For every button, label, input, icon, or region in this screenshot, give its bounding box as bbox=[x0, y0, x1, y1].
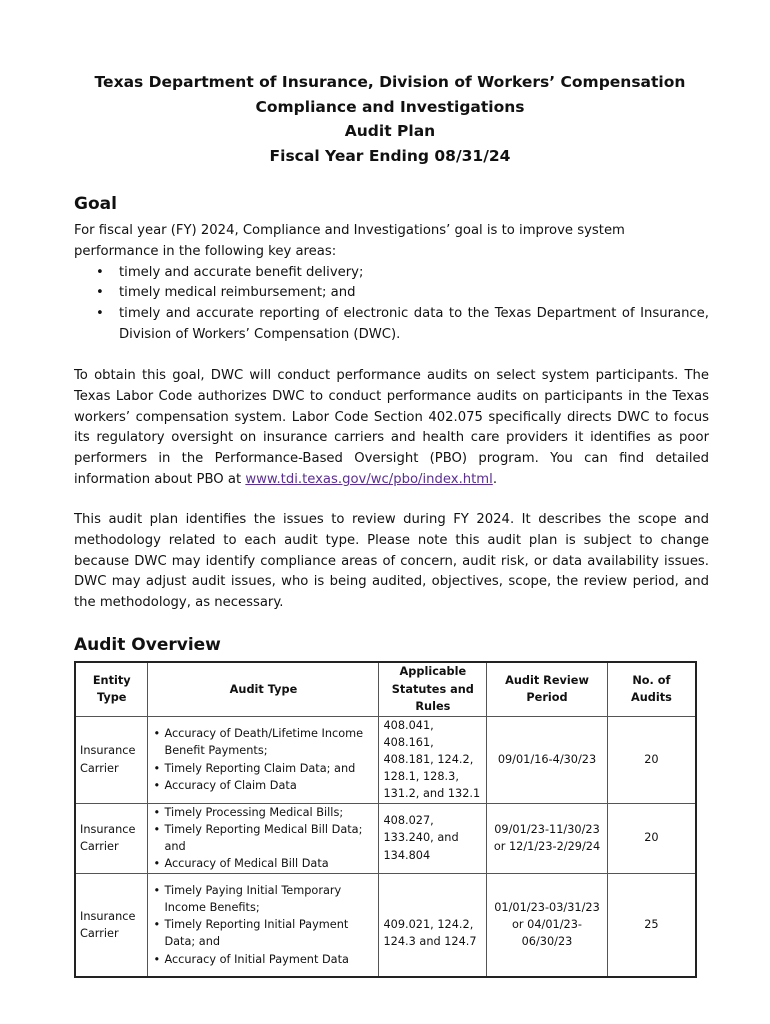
title-line-division: Compliance and Investigations bbox=[255, 97, 525, 116]
audit-type-cell bbox=[148, 716, 379, 803]
title-line-fiscal-year: Fiscal Year Ending 08/31/24 bbox=[269, 146, 511, 165]
audit-type-cell bbox=[148, 803, 379, 873]
audit-type-item: • Timely Processing Medical Bills; bbox=[152, 804, 374, 821]
audit-count-cell: 25 bbox=[607, 873, 696, 977]
audit-type-list bbox=[152, 725, 374, 794]
statutes-cell: 409.021, 124.2, 124.3 and 124.7 bbox=[379, 873, 487, 977]
audit-type-item: • Accuracy of Initial Payment Data bbox=[152, 951, 374, 968]
pbo-paragraph-text: To obtain this goal, DWC will conduct performance audits on select system participants. The Texas Labor Code authorizes DWC to conduct performance audits on participants in the Texas workers’ compensation system. Labor Code Section 402.075 specifically directs DWC to focus its regulatory oversight on insurance carriers and health care providers it identifies as poor performers in the Performance-Based Oversight (PBO) program. You can find detailed information about PBO at bbox=[74, 368, 709, 487]
audit-count-cell: 20 bbox=[607, 716, 696, 803]
title-line-agency: Texas Department of Insurance, Division of Workers’ Compensation bbox=[94, 73, 686, 91]
pbo-paragraph bbox=[74, 366, 709, 491]
table-header-row bbox=[75, 662, 696, 716]
goal-intro-section bbox=[74, 221, 709, 346]
title-line-plan: Audit Plan bbox=[344, 122, 436, 140]
review-period-cell: 09/01/23-11/30/23 or 12/1/23-2/29/24 bbox=[487, 803, 608, 873]
audit-overview-table bbox=[74, 661, 697, 978]
audit-type-item: • Accuracy of Death/Lifetime Income Benefit Payments; bbox=[152, 725, 374, 759]
goal-bullet: • timely medical reimbursement; and bbox=[74, 283, 709, 304]
table-row bbox=[75, 716, 696, 803]
column-header-audit-count: No. of Audits bbox=[607, 662, 696, 716]
review-period-cell: 01/01/23-03/31/23 or 04/01/23-06/30/23 bbox=[487, 873, 608, 977]
column-header-audit-type: Audit Type bbox=[148, 662, 379, 716]
entity-type-cell: Insurance Carrier bbox=[75, 803, 148, 873]
column-header-entity-type: Entity Type bbox=[75, 662, 148, 716]
entity-type-cell: Insurance Carrier bbox=[75, 873, 148, 977]
table-row bbox=[75, 803, 696, 873]
audit-count-cell: 20 bbox=[607, 803, 696, 873]
table-row bbox=[75, 873, 696, 977]
column-header-review-period: Audit Review Period bbox=[487, 662, 608, 716]
audit-type-item: • Timely Reporting Medical Bill Data; and bbox=[152, 821, 374, 855]
audit-plan-paragraph: This audit plan identifies the issues to review during FY 2024. It describes the scope and methodology related to each audit type. Please note this audit plan is subject to change because DWC may identify compliance areas of concern, audit risk, or data availability issues. DWC may adjust audit issues, who is being audited, objectives, scope, the review period, and the methodology, as necessary. bbox=[74, 512, 709, 611]
audit-type-cell bbox=[148, 873, 379, 977]
entity-type-cell: Insurance Carrier bbox=[75, 716, 148, 803]
goal-bullet: • timely and accurate reporting of electronic data to the Texas Department of Insurance, Division of Workers’ Compensation (DWC). bbox=[74, 304, 709, 346]
audit-type-list bbox=[152, 804, 374, 873]
audit-type-item: • Accuracy of Claim Data bbox=[152, 777, 374, 794]
pbo-paragraph-end: . bbox=[492, 471, 498, 487]
audit-overview-heading: Audit Overview bbox=[74, 635, 221, 655]
pbo-link[interactable]: www.tdi.texas.gov/wc/pbo/index.html bbox=[245, 471, 493, 487]
statutes-cell: 408.041, 408.161, 408.181, 124.2, 128.1, 128.3, 131.2, and 132.1 bbox=[379, 716, 487, 803]
audit-type-item: • Timely Reporting Initial Payment Data; and bbox=[152, 916, 374, 950]
goal-bullet: • timely and accurate benefit delivery; bbox=[74, 263, 709, 284]
audit-type-item: • Timely Reporting Claim Data; and bbox=[152, 760, 374, 777]
goal-intro: For fiscal year (FY) 2024, Compliance and Investigations’ goal is to improve system performance in the following key areas: bbox=[74, 223, 625, 259]
audit-type-item: • Timely Paying Initial Temporary Income Benefits; bbox=[152, 882, 374, 916]
audit-type-item: • Accuracy of Medical Bill Data bbox=[152, 855, 374, 872]
goal-heading: Goal bbox=[74, 194, 117, 214]
document-title bbox=[74, 70, 706, 168]
statutes-cell: 408.027, 133.240, and 134.804 bbox=[379, 803, 487, 873]
audit-type-list bbox=[152, 882, 374, 968]
column-header-statutes: Applicable Statutes and Rules bbox=[379, 662, 487, 716]
goal-bullet-list bbox=[74, 263, 709, 346]
review-period-cell: 09/01/16-4/30/23 bbox=[487, 716, 608, 803]
